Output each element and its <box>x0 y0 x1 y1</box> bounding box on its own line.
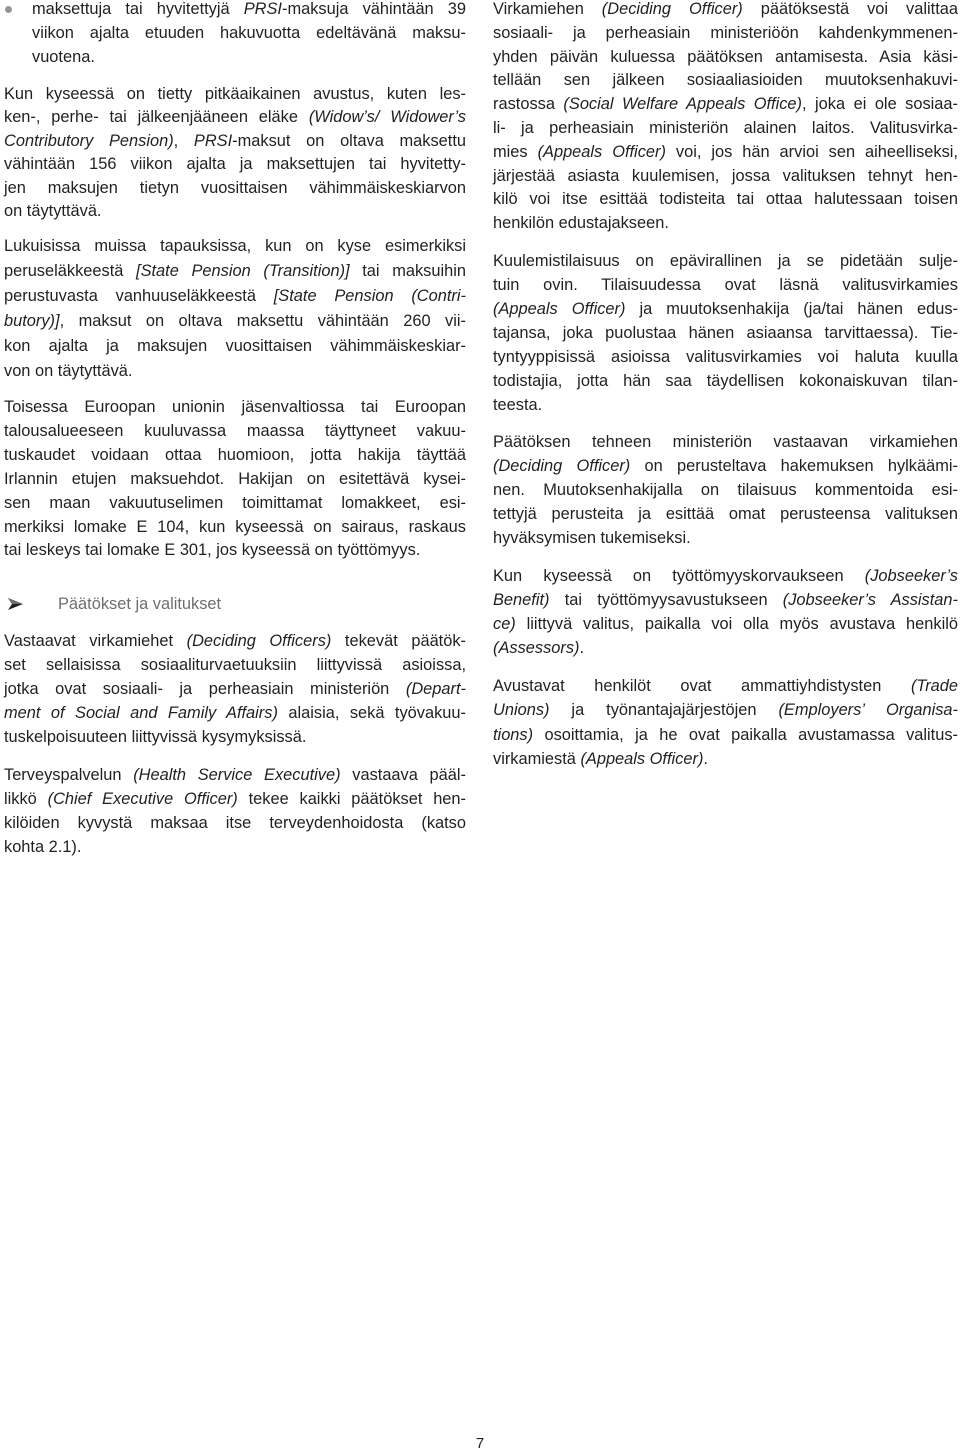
text-run: on perusteltava hakemuksen hylkäämi- <box>630 457 958 475</box>
italic-term: (Deciding Officer) <box>493 457 631 475</box>
text-run: -maksut on oltava maksettu <box>232 131 466 150</box>
text-line <box>4 629 466 653</box>
text-run: -maksuja vähintään 39 <box>282 0 466 18</box>
text-run: ja työnantajajärjestöjen <box>549 701 779 720</box>
text-line <box>493 46 958 70</box>
text-run: Lukuisissa muissa tapauksissa, kun on kyse esimerkiksi <box>4 237 466 255</box>
text-line <box>4 396 466 420</box>
text-run: Kun kyseessä on työttömyyskorvaukseen <box>493 567 865 585</box>
text-line <box>4 787 466 811</box>
text-run: tuskelpoisuuteen liittyvissä kysymyksissä. <box>4 728 307 746</box>
text-line <box>493 0 958 22</box>
text-line <box>4 284 466 309</box>
text-line <box>4 516 466 540</box>
text-run: osoittamia, ja he ovat paikalla avustamassa valitus- <box>533 725 958 744</box>
italic-term: (Jobseeker’s Assistan- <box>782 591 958 609</box>
italic-term: (Appeals Officer) <box>493 300 626 318</box>
italic-term: (Deciding Officers) <box>186 632 332 650</box>
text-line <box>4 677 466 701</box>
text-run: tekevät päätök- <box>331 632 467 650</box>
text-line <box>493 93 958 117</box>
paragraph-hearing <box>493 249 958 417</box>
left-column <box>0 0 470 1451</box>
italic-term: tions) <box>493 725 534 744</box>
bullet-item-paragraph <box>32 0 466 70</box>
text-line <box>4 309 466 334</box>
paragraph-deciding-officers <box>4 629 466 749</box>
text-line <box>4 359 466 384</box>
text-line <box>4 83 466 106</box>
text-line <box>32 46 466 70</box>
paragraph-jobseeker-appeals <box>493 564 958 660</box>
italic-term: [State Pension (Contri- <box>273 287 466 305</box>
paragraph-survivor-pension <box>4 83 466 223</box>
text-line <box>4 130 466 153</box>
italic-term: (Appeals Officer) <box>537 142 666 161</box>
text-line <box>493 165 958 189</box>
italic-term: Benefit) <box>493 591 550 609</box>
text-line <box>493 69 958 93</box>
text-run: teesta. <box>493 396 543 414</box>
paragraph-eu-insurance-periods <box>4 396 466 563</box>
text-line <box>4 106 466 129</box>
text-line <box>4 468 466 492</box>
text-run: , <box>173 131 194 150</box>
text-run: tajansa, joka puolustaa hänen asiaansa tarvittaessa). Tie- <box>493 324 958 342</box>
text-line <box>4 835 466 859</box>
text-line <box>493 297 958 321</box>
text-run: merkiksi lomake E 104, kun kyseessä on sairaus, raskaus <box>4 517 466 536</box>
page-number: 7 <box>475 1435 485 1451</box>
text-run: , joka ei ole sosiaa- <box>802 95 959 114</box>
italic-term: (Assessors) <box>493 639 580 657</box>
text-run: vuotena. <box>32 47 95 66</box>
text-line <box>493 188 958 212</box>
text-line <box>32 22 466 46</box>
text-line <box>4 701 466 725</box>
italic-term: ce) <box>493 615 516 633</box>
text-run: vastaava pääl- <box>340 766 466 784</box>
italic-term: ment of Social and Family Affairs) <box>4 704 278 722</box>
text-run: tai työttömyysavustukseen <box>549 591 783 609</box>
text-run: alaisia, sekä työvakuu- <box>277 704 466 722</box>
text-line <box>32 0 466 22</box>
paragraph-health-service <box>4 763 466 859</box>
text-line <box>493 321 958 345</box>
text-line <box>493 212 958 236</box>
text-line <box>493 747 958 771</box>
text-line <box>493 393 958 417</box>
text-run: mies <box>493 142 538 161</box>
text-run: kohta 2.1). <box>4 838 82 856</box>
text-run: Toisessa Euroopan unionin jäsenvaltiossa tai Euroopan <box>4 398 466 416</box>
section-heading <box>8 592 466 616</box>
text-run: on täytyttävä. <box>4 202 102 221</box>
text-run: virkamiestä <box>493 749 581 768</box>
italic-term: PRSI <box>193 131 233 150</box>
text-line <box>493 430 958 454</box>
text-run: tellään sen jälkeen sosiaaliasioiden muutoksenhakuvi- <box>493 71 958 90</box>
text-line <box>4 234 466 259</box>
text-run: ja muutoksenhakija (ja/tai hänen edus- <box>625 300 958 318</box>
paragraph-state-pension <box>4 234 466 384</box>
text-line <box>4 200 466 223</box>
italic-term: (Social Welfare Appeals Office) <box>563 95 803 114</box>
paragraph-assessors <box>493 674 958 771</box>
text-run: li- ja perheasiain ministeriön alainen laitos. Valitusvirka- <box>493 118 958 137</box>
text-run: tuin ovin. Tilaisuudessa ovat läsnä valitusvirkamies <box>493 276 958 294</box>
italic-term: Contributory Pension) <box>4 131 174 150</box>
text-line <box>493 141 958 165</box>
text-line <box>4 444 466 468</box>
text-run: liittyvä valitus, paikalla voi olla myös avustava henkilö <box>515 615 958 633</box>
text-run: ken-, perhe- tai jälkeenjääneen eläke <box>4 108 309 127</box>
text-run: Päätöksen tehneen ministeriön vastaavan virkamiehen <box>493 433 958 451</box>
text-line <box>4 539 466 563</box>
section-heading-text: Päätökset ja valitukset <box>58 595 222 613</box>
text-run: tuskaudet voidaan ottaa huomioon, jotta hakija täyttää <box>4 445 466 464</box>
text-line <box>493 698 958 722</box>
text-run: sosiaali- ja perheasiain ministeriöön kahdenkymmenen- <box>493 23 958 42</box>
italic-term: (Employers’ Organisa- <box>778 701 958 720</box>
text-run: . <box>579 639 585 657</box>
text-line <box>493 526 958 550</box>
text-run: jen maksujen tietyn vuosittaisen vähimmäiskeskiarvon <box>4 178 466 197</box>
text-run: yhden päivän kuluessa päätöksen antamisesta. Asia käsi- <box>493 47 958 66</box>
text-line <box>493 502 958 526</box>
text-line <box>493 588 958 612</box>
text-line <box>4 653 466 677</box>
text-run: vähintään 156 viikon ajalta ja maksettujen tai hyvitetty- <box>4 155 466 174</box>
right-column <box>493 0 958 1451</box>
text-line <box>493 249 958 273</box>
arrowhead-bullet-icon <box>8 598 23 610</box>
text-run: kon ajalta ja maksujen vuosittaisen vähimmäiskeskiar- <box>4 337 466 355</box>
italic-term: (Jobseeker’s <box>864 567 958 585</box>
text-run: tettyjä perusteita ja esittää omat perusteensa valituksen <box>493 505 958 523</box>
text-line <box>493 612 958 636</box>
text-line <box>493 454 958 478</box>
italic-term: butory)] <box>4 312 60 330</box>
text-line <box>4 725 466 749</box>
italic-term: (Chief Executive Officer) <box>47 790 238 808</box>
text-line <box>493 369 958 393</box>
text-run: Vastaavat virkamiehet <box>4 632 187 650</box>
text-run: Terveyspalvelun <box>4 766 134 784</box>
text-run: maksettuja tai hyvitettyjä <box>32 0 244 18</box>
text-run: voi, jos hän arvioi sen aiheelliseksi, <box>665 142 958 161</box>
text-line <box>4 334 466 359</box>
text-run: sen maan vakuutuselimen toimittamat lomakkeet, esi- <box>4 493 466 512</box>
text-line <box>493 22 958 46</box>
text-run: viikon ajalta etuuden hakuvuotta edeltävänä maksu- <box>32 23 466 42</box>
text-line <box>493 564 958 588</box>
text-line <box>493 674 958 698</box>
text-run: tai maksuihin <box>349 262 466 280</box>
text-run: kilö voi itse esittää todisteita tai ottaa halutessaan toisen <box>493 190 958 209</box>
text-line <box>4 811 466 835</box>
text-run: von on täytyttävä. <box>4 362 133 380</box>
text-run: , maksut on oltava maksettu vähintään 260 vii- <box>59 312 466 330</box>
text-line <box>493 478 958 502</box>
text-run: rastossa <box>493 95 564 114</box>
italic-term: (Widow’s/ Widower’s <box>308 108 467 127</box>
text-run: tai leskeys tai lomake E 301, jos kyseessä on työttömyys. <box>4 541 421 560</box>
italic-term: (Health Service Executive) <box>133 766 341 784</box>
text-run: talousalueeseen kuuluvassa maassa täyttyneet vakuu- <box>4 421 466 440</box>
bullet-dot-icon <box>5 6 12 13</box>
text-run: perustuvasta vanhuuseläkkeestä <box>4 287 274 305</box>
text-run: Kun kyseessä on tietty pitkäaikainen avustus, kuten les- <box>4 85 466 103</box>
italic-term: PRSI <box>243 0 282 18</box>
text-run: tyntyyppisissä asioissa valitusvirkamies voi haluta kuulla <box>493 348 958 366</box>
text-run: todistajia, jotta hän saa täydellisen kokonaiskuvan tilan- <box>493 372 958 390</box>
text-run: kilöiden kyvystä maksaa itse terveydenhoidosta (katso <box>4 814 466 832</box>
text-line <box>493 636 958 660</box>
text-line <box>493 273 958 297</box>
text-run: tekee kaikki päätökset hen- <box>237 790 466 808</box>
text-run: Virkamiehen <box>493 0 602 18</box>
text-line <box>4 420 466 444</box>
text-run: set sellaisissa sosiaaliturvaetuuksiin liittyvissä asioissa, <box>4 656 466 674</box>
text-run: järjestää asiasta kuulemisen, jossa valituksen tehnyt hen- <box>493 166 958 185</box>
text-line <box>493 117 958 141</box>
paragraph-appeal-process <box>493 0 958 236</box>
italic-term: (Depart- <box>405 680 466 698</box>
text-line <box>4 153 466 176</box>
italic-term: [State Pension (Transition)] <box>136 262 350 280</box>
text-run: jotka ovat sosiaali- ja perheasiain ministeriön <box>4 680 406 698</box>
text-run: henkilön edustajakseen. <box>493 214 669 233</box>
text-run: päätöksestä voi valittaa <box>742 0 958 18</box>
text-line <box>4 763 466 787</box>
text-run: hyväksymisen tukemiseksi. <box>493 529 691 547</box>
paragraph-rejection-grounds <box>493 430 958 550</box>
text-run: Irlannin etujen maksuehdot. Hakijan on esitettävä kysei- <box>4 469 466 488</box>
text-run: Avustavat henkilöt ovat ammattiyhdistysten <box>493 677 911 695</box>
italic-term: Unions) <box>493 701 550 720</box>
italic-term: (Trade <box>910 677 958 695</box>
text-line <box>493 723 958 747</box>
text-line <box>493 345 958 369</box>
text-line <box>4 259 466 284</box>
text-run: likkö <box>4 790 48 808</box>
text-run: nen. Muutoksenhakijalla on tilaisuus kommentoida esi- <box>493 481 958 499</box>
text-line <box>4 492 466 516</box>
text-line <box>4 177 466 200</box>
italic-term: (Deciding Officer) <box>601 0 743 18</box>
text-run: Kuulemistilaisuus on epävirallinen ja se pidetään sulje- <box>493 252 958 270</box>
italic-term: (Appeals Officer) <box>580 749 704 768</box>
text-run: . <box>703 749 708 768</box>
text-run: peruseläkkeestä <box>4 262 137 280</box>
